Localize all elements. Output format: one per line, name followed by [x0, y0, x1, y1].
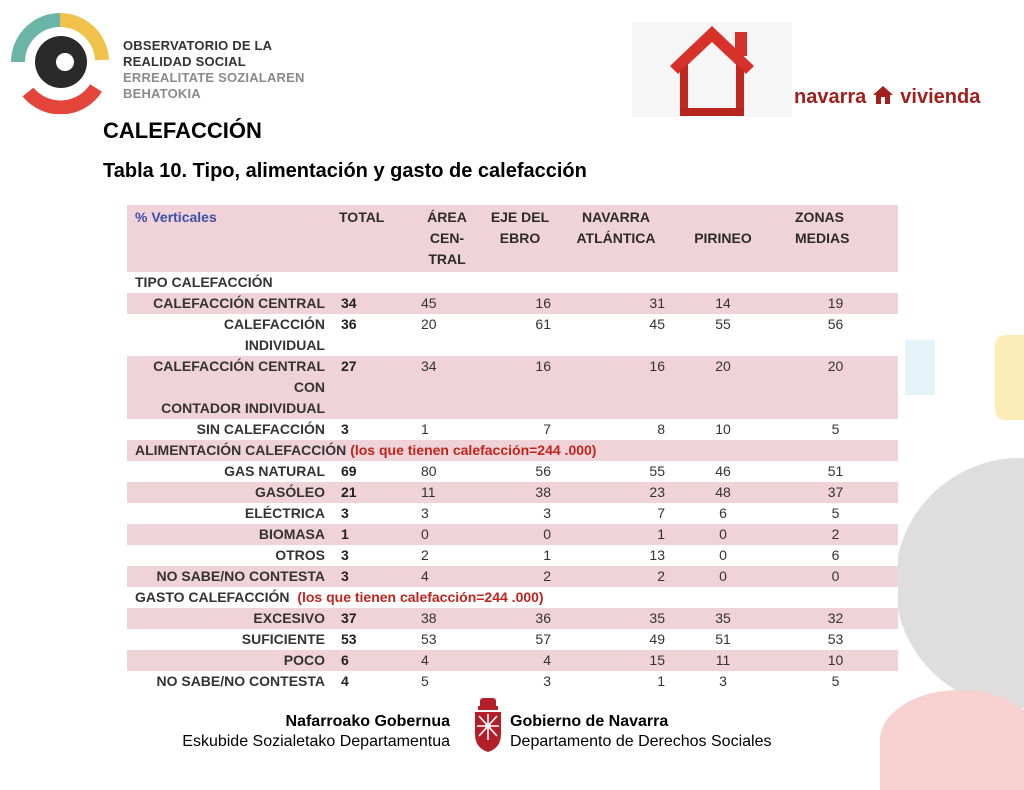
row-label: NO SABE/NO CONTESTA [127, 566, 333, 587]
col-header-zonas-medias [773, 205, 898, 272]
observatory-line1: OBSERVATORIO DE LA [123, 38, 273, 53]
observatory-line4: BEHATOKIA [123, 86, 201, 101]
cell-pirineo: 55 [673, 314, 773, 356]
row-label: OTROS [127, 545, 333, 566]
col-header-zonas-1: ZONAS [795, 209, 844, 225]
cell-area-central: 11 [413, 482, 481, 503]
navarra-coat-of-arms-icon [471, 696, 505, 754]
observatory-line2: REALIDAD SOCIAL [123, 54, 246, 69]
cell-area-central: 53 [413, 629, 481, 650]
col-header-pirineo-text: PIRINEO [694, 230, 752, 246]
cell-total: 36 [333, 314, 413, 356]
heating-table [127, 205, 898, 692]
observatory-line3: ERREALITATE SOZIALAREN [123, 70, 305, 85]
table-row [127, 545, 898, 566]
section-tipo: TIPO CALEFACCIÓN [127, 272, 898, 293]
cell-area-central: 3 [413, 503, 481, 524]
col-header-eje-1: EJE DEL [490, 209, 550, 225]
observatory-logo-icon [10, 12, 110, 114]
cell-navarra-atlantica: 16 [559, 356, 673, 419]
row-label-line: CALEFACCIÓN CENTRAL [153, 358, 325, 374]
table-row [127, 419, 898, 440]
col-header-area-1: ÁREA [427, 209, 467, 225]
house-logo-box [632, 22, 792, 117]
col-header-eje-ebro [481, 205, 559, 272]
row-label: POCO [127, 650, 333, 671]
footer-basque [182, 712, 450, 752]
table-row [127, 461, 898, 482]
col-header-total: TOTAL [333, 205, 413, 272]
row-label: ELÉCTRICA [127, 503, 333, 524]
cell-total: 27 [333, 356, 413, 419]
cell-zonas-medias: 5 [773, 419, 898, 440]
col-header-area-2: CEN- [429, 230, 465, 246]
table-header-row [127, 205, 898, 272]
cell-navarra-atlantica: 8 [559, 419, 673, 440]
cell-pirineo: 3 [673, 671, 773, 692]
page-title: CALEFACCIÓN [103, 118, 262, 143]
cell-navarra-atlantica: 15 [559, 650, 673, 671]
cell-pirineo: 46 [673, 461, 773, 482]
decorative-shape-gray [895, 458, 1024, 708]
cell-pirineo: 6 [673, 503, 773, 524]
section-alimentacion [127, 440, 898, 461]
table-row [127, 629, 898, 650]
decorative-shape-red [880, 690, 1024, 790]
table-row [127, 524, 898, 545]
decorative-shape-blue [905, 340, 935, 395]
cell-zonas-medias: 20 [773, 356, 898, 419]
cell-zonas-medias: 5 [773, 503, 898, 524]
cell-navarra-atlantica: 1 [559, 671, 673, 692]
cell-eje-ebro: 38 [481, 482, 559, 503]
table-row [127, 671, 898, 692]
cell-pirineo: 20 [673, 356, 773, 419]
cell-zonas-medias: 5 [773, 671, 898, 692]
section-row [127, 440, 898, 461]
cell-total: 69 [333, 461, 413, 482]
cell-zonas-medias: 2 [773, 524, 898, 545]
cell-area-central: 38 [413, 608, 481, 629]
cell-eje-ebro: 7 [481, 419, 559, 440]
table-row [127, 314, 898, 356]
section-alimentacion-note: (los que tienen calefacción=244 .000) [350, 442, 597, 458]
col-header-area-central [413, 205, 481, 272]
cell-navarra-atlantica: 49 [559, 629, 673, 650]
cell-total: 37 [333, 608, 413, 629]
col-header-nav-2: ATLÁNTICA [576, 230, 656, 246]
row-label-line: CONTADOR INDIVIDUAL [161, 400, 325, 416]
cell-zonas-medias: 10 [773, 650, 898, 671]
cell-pirineo: 0 [673, 545, 773, 566]
cell-zonas-medias: 6 [773, 545, 898, 566]
cell-eje-ebro: 4 [481, 650, 559, 671]
cell-total: 6 [333, 650, 413, 671]
cell-total: 1 [333, 524, 413, 545]
row-label: NO SABE/NO CONTESTA [127, 671, 333, 692]
cell-navarra-atlantica: 7 [559, 503, 673, 524]
section-row [127, 272, 898, 293]
red-house-icon [632, 22, 792, 117]
cell-area-central: 2 [413, 545, 481, 566]
table-row [127, 482, 898, 503]
row-label-line: CON [293, 379, 325, 395]
footer-spanish [510, 712, 771, 752]
cell-zonas-medias: 53 [773, 629, 898, 650]
section-gasto-title: GASTO CALEFACCIÓN [135, 589, 290, 605]
cell-navarra-atlantica: 35 [559, 608, 673, 629]
decorative-shape-yellow [995, 335, 1024, 420]
footer-government [183, 712, 803, 758]
section-row [127, 587, 898, 608]
cell-eje-ebro: 3 [481, 671, 559, 692]
cell-zonas-medias: 56 [773, 314, 898, 356]
cell-eje-ebro: 1 [481, 545, 559, 566]
table-row [127, 356, 898, 419]
cell-pirineo: 0 [673, 566, 773, 587]
row-label: BIOMASA [127, 524, 333, 545]
cell-area-central: 5 [413, 671, 481, 692]
col-header-zonas-2: MEDIAS [795, 230, 850, 246]
cell-eje-ebro: 56 [481, 461, 559, 482]
section-gasto [127, 587, 898, 608]
row-label: SUFICIENTE [127, 629, 333, 650]
table-row [127, 293, 898, 314]
cell-pirineo: 14 [673, 293, 773, 314]
col-header-eje-2: EBRO [499, 230, 541, 246]
nv-left-text: navarra [794, 86, 867, 108]
table-row [127, 608, 898, 629]
cell-eje-ebro: 0 [481, 524, 559, 545]
cell-eje-ebro: 36 [481, 608, 559, 629]
row-label-line: CALEFACCIÓN [223, 316, 325, 332]
cell-pirineo: 51 [673, 629, 773, 650]
cell-total: 53 [333, 629, 413, 650]
row-label: SIN CALEFACCIÓN [127, 419, 333, 440]
cell-total: 4 [333, 671, 413, 692]
table-row [127, 566, 898, 587]
row-label: GASÓLEO [127, 482, 333, 503]
cell-area-central: 0 [413, 524, 481, 545]
row-label-line: INDIVIDUAL [244, 337, 325, 353]
observatory-name [123, 38, 305, 102]
cell-navarra-atlantica: 2 [559, 566, 673, 587]
cell-total: 3 [333, 545, 413, 566]
cell-area-central: 4 [413, 650, 481, 671]
table-caption: Tabla 10. Tipo, alimentación y gasto de calefacción [103, 160, 587, 182]
cell-area-central: 20 [413, 314, 481, 356]
col-header-nav-1: NAVARRA [582, 209, 650, 225]
small-house-icon [872, 85, 894, 105]
cell-total: 34 [333, 293, 413, 314]
cell-eje-ebro: 16 [481, 356, 559, 419]
cell-total: 3 [333, 566, 413, 587]
cell-pirineo: 10 [673, 419, 773, 440]
cell-zonas-medias: 51 [773, 461, 898, 482]
footer-right-normal: Departamento de Derechos Sociales [510, 733, 772, 750]
cell-pirineo: 11 [673, 650, 773, 671]
cell-pirineo: 48 [673, 482, 773, 503]
cell-eje-ebro: 16 [481, 293, 559, 314]
cell-total: 3 [333, 419, 413, 440]
cell-zonas-medias: 0 [773, 566, 898, 587]
cell-total: 3 [333, 503, 413, 524]
cell-zonas-medias: 19 [773, 293, 898, 314]
footer-right-bold: Gobierno de Navarra [510, 713, 669, 730]
cell-pirineo: 35 [673, 608, 773, 629]
row-label: CALEFACCIÓN CENTRAL [127, 293, 333, 314]
cell-area-central: 45 [413, 293, 481, 314]
row-label: GAS NATURAL [127, 461, 333, 482]
cell-navarra-atlantica: 55 [559, 461, 673, 482]
cell-zonas-medias: 37 [773, 482, 898, 503]
cell-area-central: 1 [413, 419, 481, 440]
cell-navarra-atlantica: 13 [559, 545, 673, 566]
corner-label: % Verticales [127, 205, 333, 272]
cell-pirineo: 0 [673, 524, 773, 545]
cell-total: 21 [333, 482, 413, 503]
row-label [127, 314, 333, 356]
cell-eje-ebro: 57 [481, 629, 559, 650]
row-label: EXCESIVO [127, 608, 333, 629]
cell-area-central: 4 [413, 566, 481, 587]
cell-area-central: 80 [413, 461, 481, 482]
cell-navarra-atlantica: 45 [559, 314, 673, 356]
col-header-pirineo [673, 205, 773, 272]
cell-eje-ebro: 3 [481, 503, 559, 524]
cell-navarra-atlantica: 1 [559, 524, 673, 545]
section-alimentacion-title: ALIMENTACIÓN CALEFACCIÓN [135, 442, 347, 458]
footer-left-normal: Eskubide Sozialetako Departamentua [182, 733, 450, 750]
cell-eje-ebro: 2 [481, 566, 559, 587]
col-header-area-3: TRAL [428, 251, 466, 267]
nv-right-text: vivienda [900, 86, 981, 108]
table-row [127, 650, 898, 671]
cell-area-central: 34 [413, 356, 481, 419]
footer-left-bold: Nafarroako Gobernua [285, 713, 450, 730]
navarra-vivienda-logo [794, 85, 980, 109]
cell-navarra-atlantica: 31 [559, 293, 673, 314]
section-gasto-note: (los que tienen calefacción=244 .000) [297, 589, 544, 605]
cell-eje-ebro: 61 [481, 314, 559, 356]
row-label [127, 356, 333, 419]
cell-zonas-medias: 32 [773, 608, 898, 629]
table-row [127, 503, 898, 524]
col-header-navarra-atlantica [559, 205, 673, 272]
cell-navarra-atlantica: 23 [559, 482, 673, 503]
